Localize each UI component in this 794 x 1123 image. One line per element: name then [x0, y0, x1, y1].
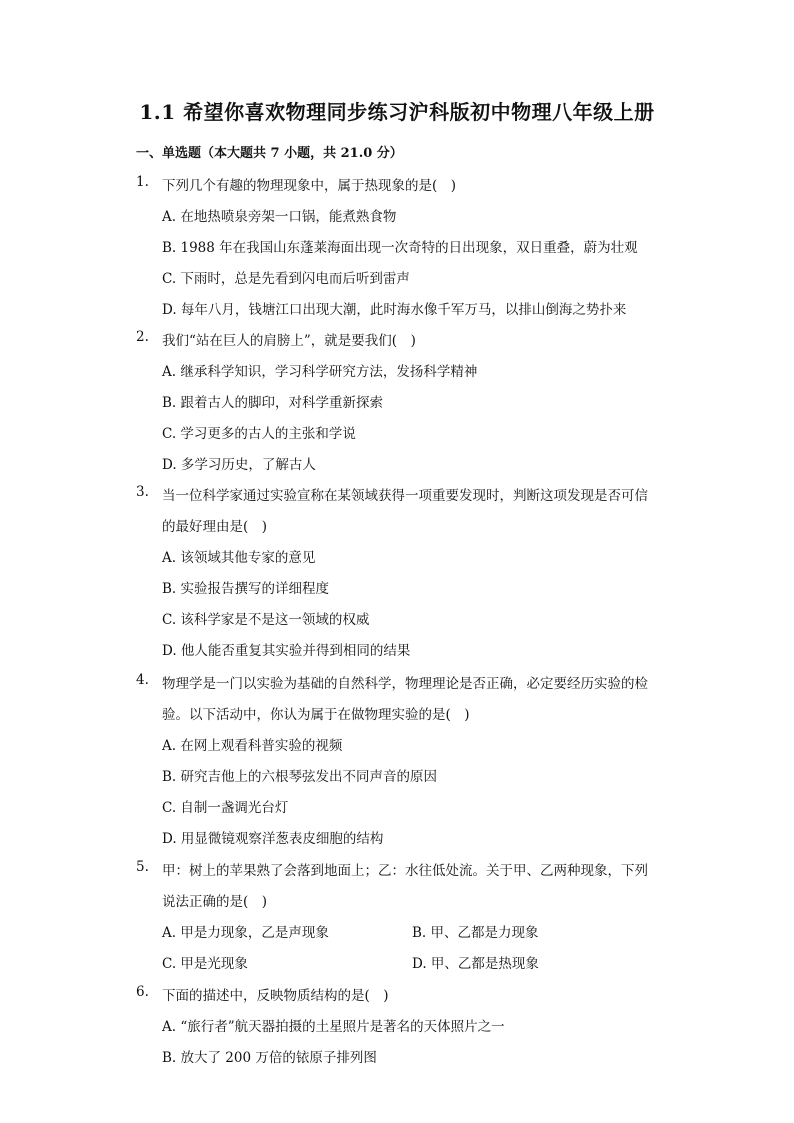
option-c: C. 自制一盏调光台灯 [162, 800, 289, 816]
document-title: 1.1 希望你喜欢物理同步练习沪科版初中物理八年级上册 [139, 100, 655, 124]
question-stem-continued: 的最好理由是( ) [162, 519, 268, 535]
question-stem-continued: 验。以下活动中，你认为属于在做物理实验的是( ) [162, 707, 470, 723]
question-stem: 下面的描述中，反映物质结构的是( ) [162, 988, 389, 1004]
option-c: C. 该科学家是不是这一领域的权威 [162, 612, 370, 628]
option-d: D. 多学习历史，了解古人 [162, 457, 316, 473]
question-number: 2. [136, 329, 149, 345]
option-b: B. 实验报告撰写的详细程度 [162, 581, 330, 597]
option-c: C. 下雨时，总是先看到闪电而后听到雷声 [162, 271, 410, 287]
option-a: A. “旅行者”航天器拍摄的土星照片是著名的天体照片之一 [162, 1019, 505, 1035]
question-number: 3. [136, 484, 149, 500]
question-stem-continued: 说法正确的是( ) [162, 894, 268, 910]
option-b: B. 研究吉他上的六根琴弦发出不同声音的原因 [162, 769, 438, 785]
option-c: C. 甲是光现象 [162, 956, 248, 972]
question-stem: 下列几个有趣的物理现象中，属于热现象的是( ) [162, 178, 457, 194]
option-a: A. 甲是力现象，乙是声现象 [162, 925, 329, 941]
option-c: C. 学习更多的古人的主张和学说 [162, 426, 356, 442]
question-stem: 物理学是一门以实验为基础的自然科学，物理理论是否正确，必定要经历实验的检 [162, 676, 648, 692]
option-d: D. 每年八月，钱塘江口出现大潮，此时海水像千军万马，以排山倒海之势扑来 [162, 302, 627, 318]
section-heading: 一、单选题（本大题共 7 小题，共 21.0 分） [136, 146, 403, 161]
question-number: 6. [136, 984, 149, 1000]
question-stem: 我们“站在巨人的肩膀上”，就是要我们( ) [162, 333, 416, 349]
option-b: B. 放大了 200 万倍的铱原子排列图 [162, 1050, 377, 1066]
option-b: B. 1988 年在我国山东蓬莱海面出现一次奇特的日出现象，双日重叠，蔚为壮观 [162, 240, 638, 256]
option-a: A. 在网上观看科普实验的视频 [162, 738, 343, 754]
option-a: A. 继承科学知识，学习科学研究方法，发扬科学精神 [162, 364, 478, 380]
question-number: 5. [136, 859, 149, 875]
option-b: B. 跟着古人的脚印，对科学重新探索 [162, 395, 384, 411]
option-d: D. 用显微镜观察洋葱表皮细胞的结构 [162, 831, 384, 847]
question-number: 4. [136, 672, 149, 688]
question-stem: 甲：树上的苹果熟了会落到地面上；乙：水往低处流。关于甲、乙两种现象，下列 [162, 863, 648, 879]
question-stem: 当一位科学家通过实验宣称在某领域获得一项重要发现时，判断这项发现是否可信 [162, 488, 648, 504]
question-number: 1. [136, 174, 149, 190]
option-d: D. 他人能否重复其实验并得到相同的结果 [162, 643, 411, 659]
option-a: A. 在地热喷泉旁架一口锅，能煮熟食物 [162, 209, 397, 225]
option-b: B. 甲、乙都是力现象 [412, 925, 539, 941]
option-d: D. 甲、乙都是热现象 [412, 956, 539, 972]
option-a: A. 该领域其他专家的意见 [162, 550, 316, 566]
